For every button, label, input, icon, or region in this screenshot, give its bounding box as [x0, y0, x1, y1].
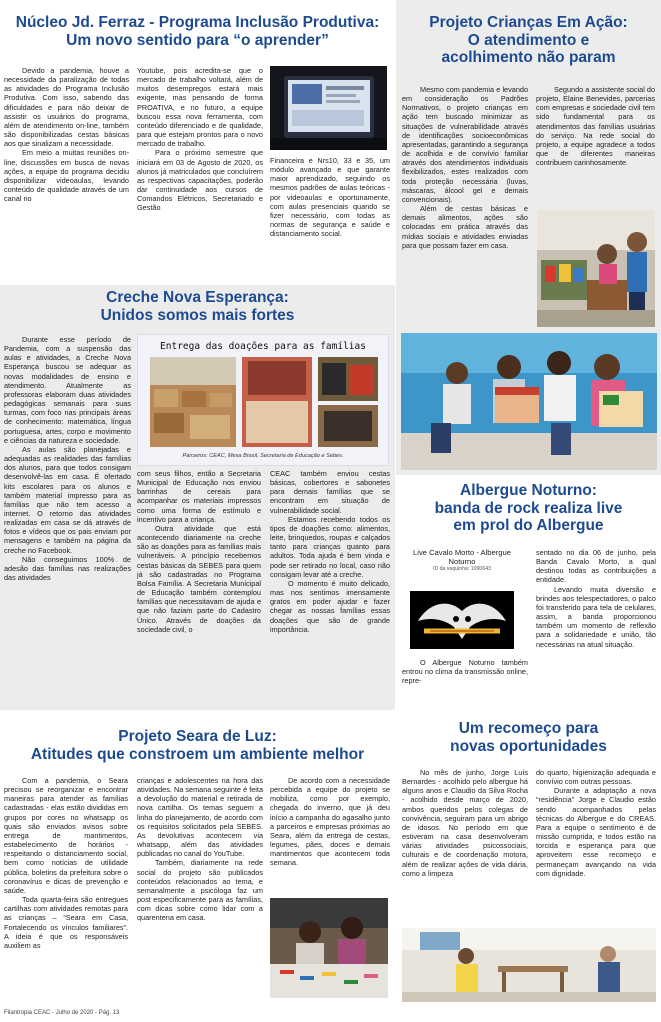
albergue-paragraph: sentado no dia 06 de junho, pela Banda Cavalo Morto, a qual destinou todas as contribuições a entidade. [536, 548, 656, 585]
creche-paragraph: com seus filhos, então a Secretaria Municipal de Educação nos enviou barrinhas de cereais para acompanhar os materiais impressos como uma forma de estímulo e incentivo para a criança. [137, 469, 261, 524]
albergue-paragraph: O Albergue Noturno também entrou no clima da transmissão online, repre- [402, 658, 528, 686]
creche-column-2 [137, 469, 261, 705]
section-albergue-noturno [396, 476, 661, 710]
section-criancas-em-acao [396, 0, 661, 475]
creche-column-1 [4, 335, 131, 705]
recomeco-paragraph: do quarto, higienização adequada e convívio com outras pessoas. [536, 768, 656, 787]
recomeco-column-1 [402, 768, 528, 926]
recomeco-photo [402, 928, 656, 1002]
criancas-title-line-2: O atendimento e [467, 31, 590, 49]
criancas-children-photo [401, 333, 657, 470]
creche-paragraph: Durante esse período de Pandemia, com a suspensão das aulas e atividades, a Creche Nova Esperança buscou se adequar as novas modalidades de ensino e atendimento. Atualmente as professoras elaboram duas atividades pedagógicas semanais para suas turmas, com foco nas principais áreas de conhecimento: matemática, língua portuguesa, artes, corpo e movimento e ciências da natureza e sociedade. [4, 335, 131, 445]
criancas-donation-photo [537, 210, 655, 327]
creche-paragraph: Estamos recebendo todos os tipos de doações como: alimentos, leite, brinquedos, roupas e calçados tanto para crianças quanto para adultos. Toda ajuda é bem vinda e pode ser retirado no local, caso não consigam levar até a creche. [270, 514, 390, 579]
criancas-paragraph: Mesmo com pandemia e levando em consideração os Padrões Normativos, o projeto crianças em ação tem buscado minimizar as situações de vulnerabilidade através de identificações socioeconômicas apresentadas, garantindo a segurança de acolhida e de convívio familiar através dos atendimentos individuais flexibilizados, estes realizados com toda proteção necessária (luvas, máscaras, álcool gel e demais convencionais). [402, 85, 528, 204]
seara-paragraph: Também, diariamente na rede social do projeto são publicados conteúdos relacionados ao tema, e semanalmente a psicóloga faz um post especificamente para as famílias, com dicas sobre como lidar com a quarentena em casa. [137, 858, 263, 923]
ferraz-title [0, 14, 395, 49]
recomeco-title [396, 720, 661, 755]
seara-title [0, 728, 395, 763]
creche-paragraph: Não conseguimos 100% de adesão das famílias nas realizações das atividades [4, 554, 131, 583]
ferraz-paragraph: Devido a pandemia, houve a necessidade da paralização de todas as atividades do Programa Inclusão Produtiva. Com isso, sabendo das dificuldades e para não deixar de assistir os usuários do programa, além de atendimento on-line, também são disponibilizadas cestas básicas aos que sinalizam a necessidade. [4, 66, 129, 149]
seara-paragraph: Com a pandemia, o Seara precisou se reorganizar e encontrar maneiras para atender as famílias cadastradas - elas estão divididas em grupos por cores no whatsapp os quais são enviados avisos sobre entrega de mantimentos, estabelecimento de horários - respeitando o distanciamento social, bem como notícias de utilidade pública, boletins da prefeitura sobre o coronavírus e dicas de prevenção e saúde. [4, 776, 128, 895]
criancas-paragraph: Além de cestas básicas e demais alimentos, ações são colocadas em prática através das mídias sociais e atividades enviadas para que possam fazer em casa. [402, 204, 528, 250]
page-footer: Filantropia CEAC - Julho de 2020 - Pág. 13 [4, 1010, 120, 1016]
ferraz-paragraph: Youtube, pois acredita-se que o mercado de trabalho voltará, além de muitos desempregos estará mais exigente, mas pensando de forma PROATIVA, e no futuro, a equipe buscou essa nova ferramenta, com conteúdo diferenciado e de qualidade, para que estejam prontos para o novo mercado de trabalho. [137, 66, 263, 149]
creche-paragraph: CEAC também enviou cestas básicas, cobertores e sabonetes para demais famílias que se encontram em situação de vulnerabilidade social. [270, 469, 390, 515]
section-seara-de-luz [0, 712, 395, 1008]
section-nucleo-ferraz [0, 0, 395, 283]
criancas-paragraph: Segundo a assistente social do projeto, Elaine Benevides, parcerias com empresas e sociedade civil tem sido fundamental para os atendimentos das famílias usuárias do serviço. Na rede social do projeto, a equipe agradece a todos que de diferentes maneiras contribuem carinhosamente. [536, 85, 655, 168]
ferraz-column-3 [270, 156, 390, 278]
creche-title [0, 289, 395, 324]
section-creche-nova-esperanca [0, 285, 395, 710]
seara-column-1 [4, 776, 128, 1006]
albergue-title-line-2: banda de rock realiza live [434, 499, 623, 517]
criancas-column-1 [402, 85, 528, 329]
albergue-column-1 [402, 658, 528, 708]
creche-collage-caption: Parceiros: CEAC, Mesa Brasil, Secretaria de Educação e Sebes. [182, 453, 344, 459]
seara-title-line-1: Projeto Seara de Luz: [118, 728, 277, 745]
ferraz-column-2 [137, 66, 263, 278]
ferraz-title-line-1: Núcleo Jd. Ferraz - Programa Inclusão Produtiva: [15, 14, 380, 31]
creche-paragraph: O momento é muito delicado, mas nos sentimos imensamente gratos em poder ajudar e fazer chegar as nossas famílias essas doações que são de grande importância. [270, 578, 390, 634]
recomeco-title-line-1: Um recomeço para [458, 720, 599, 737]
albergue-band-logo [410, 591, 514, 649]
recomeco-title-line-2: novas oportunidades [450, 737, 607, 755]
seara-column-2 [137, 776, 263, 1006]
seara-column-3 [270, 776, 390, 894]
ferraz-paragraph: Financeira e Nrs10, 33 e 35, um módulo avançado e que garante maior aprendizado, seguindo os mesmos padrões de aulas teóricas - por videoaulas e oportunamente, com aulas presenciais quando se fizer necessário, com todas as normas de segurança e saúde e distanciamento social. [270, 156, 390, 239]
creche-column-3 [270, 469, 390, 705]
creche-paragraph: Outra atividade que está acontecendo diariamente na creche são as doações para as famílias mais vulneráveis. A princípio recebemos cestas básicas da SEBES para quem já são cadastradas no Programa Bolsa Família. A Secretaria Municipal de Educação também contemplou famílias que necessitavam de ajuda e que não faziam parte do Cadastro Único. Através de doações da sociedade civil, o [137, 523, 261, 634]
albergue-paragraph: Levando muita diversão e brindes aos telespectadores, o palco foi transferido para tela de celulares, assim, a banda proporcionou também um momento de reflexão para a solidariedade e união, tão necessárias na atual situação. [536, 584, 656, 649]
albergue-title [396, 482, 661, 535]
albergue-column-2 [536, 548, 656, 708]
albergue-live-title: Live Cavalo Morto - Albergue Noturno [413, 548, 511, 566]
albergue-live-card [406, 548, 518, 572]
ferraz-column-1 [4, 66, 129, 278]
ferraz-paragraph: Para o próximo semestre que iniciará em 03 de Agosto de 2020, os alunos já matriculados que concluírem as respectivas capacitações, poderão dar continuidade aos cursos de Comandos Elétricos, Secretariado e Gestão [137, 148, 263, 213]
creche-donations-collage [137, 334, 389, 466]
creche-paragraph: As aulas são planejadas e adequadas as realidades das famílias dos alunos, para que todos consigam desenvolvê-las em casa. É ofertado kits escolares para os alunos e também material impresso para as famílias que não tem acesso a internet. O retorno das atividades realizadas em casa se dá através de fotos e vídeos que os pais enviam por mensagens e também na página da creche no Facebook. [4, 444, 131, 555]
criancas-title [396, 14, 661, 67]
ferraz-paragraph: Em meio a muitas reuniões on-line, discussões em busca de novas ações, a equipe do programa decidiu disponibilizar videoaulas, levando conteúdo de qualidade através de um canal no [4, 148, 129, 204]
criancas-title-line-3: acolhimento não param [441, 49, 616, 66]
albergue-title-line-3: em prol do Albergue [453, 517, 604, 534]
seara-title-line-2: Atitudes que constroem um ambiente melhor [30, 745, 365, 763]
criancas-title-line-1: Projeto Crianças Em Ação: [429, 14, 628, 31]
seara-paragraph: Toda quarta-feira são entregues cartilhas com atividades remotas para as crianças – “Seara em Casa, Fortalecendo os vínculos familiares”. A ideia é que os responsáveis auxiliem as [4, 895, 128, 950]
recomeco-column-2 [536, 768, 656, 926]
section-recomeco [396, 712, 661, 1008]
ferraz-title-line-2: Um novo sentido para “o aprender” [66, 31, 329, 49]
ferraz-video-photo [270, 66, 387, 150]
recomeco-paragraph: No mês de junho, Jorge Luís Bernardes - acolhido pelo albergue há alguns anos e Claudio da Silva Rocha - acolhido desde março de 2020, ambos queridos pelos colegas de convivência, seguiram para um abrigo de idosos. No período em que estiveram na casa desenvolveram várias atividades psicossociais, culturais e de coordenação motora, além de realizar ações de vida diária, como a limpeza [402, 768, 528, 878]
seara-children-photo [270, 898, 388, 998]
criancas-column-2 [536, 85, 655, 207]
albergue-title-line-1: Albergue Noturno: [460, 482, 597, 499]
albergue-live-id: ID da vaquinha: 1090643 [433, 566, 491, 572]
creche-title-line-2: Unidos somos mais fortes [100, 306, 295, 324]
recomeco-paragraph: Durante a adaptação a nova “residência” Jorge e Claudio estão sendo acompanhados pelas técnicas do Albergue e do CREAS. Para a equipe o sentimento é de missão cumprida, e todos estão na torcida e esperança para que aproveitem esse recomeço e permaneçam avançando na vida com dignidade. [536, 786, 656, 878]
seara-paragraph: De acordo com a necessidade percebida a equipe do projeto se mobiliza, como por exemplo, chegada do inverno, que já deu início a campanha do agasalho junto a parceiros e empresas próximas ao Seara, além da entrega de cestas, legumes, pães, doces e demais mantimentos que acontecem toda semana. [270, 776, 390, 868]
seara-paragraph: crianças e adolescentes na hora das atividades. Na semana seguinte é feita a devolução do material e retirada de nova cartilha. Os temas seguem a linha do planejamento, de acordo com os requisitos solicitados pela SEBES. As devolutivas acontecem via whatsapp, além das atividades publicadas no canal do YouTube. [137, 776, 263, 859]
creche-title-line-1: Creche Nova Esperança: [106, 289, 289, 306]
creche-collage-title: Entrega das doações para as famílias [160, 341, 366, 352]
